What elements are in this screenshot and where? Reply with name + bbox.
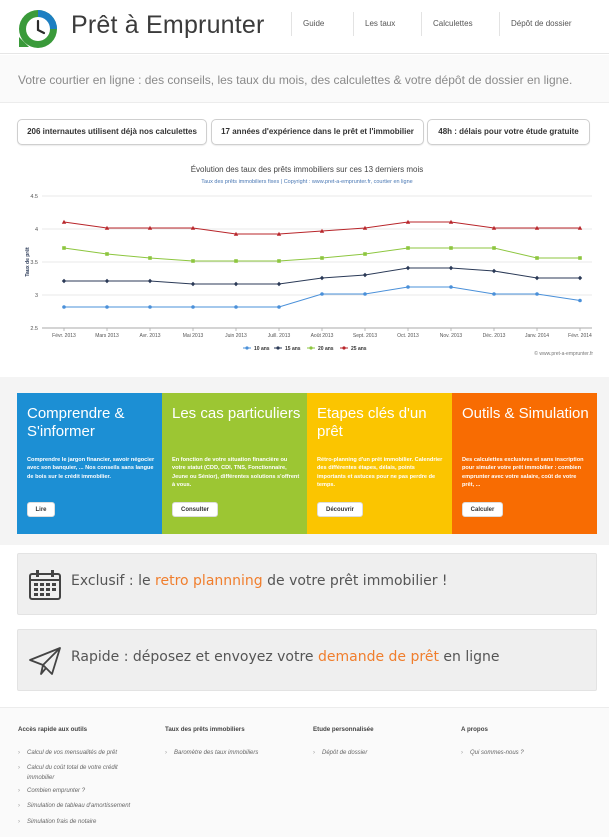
promo-suffix: en ligne <box>438 649 500 665</box>
tile-title[interactable]: Outils & Simulation <box>462 405 589 422</box>
data-point <box>363 273 367 277</box>
x-tick-label: Mars 2013 <box>95 333 119 339</box>
footer-heading: Taux des prêts immobiliers <box>165 726 245 733</box>
tile-outils-simulation <box>452 393 597 534</box>
stat-badge-delay: 48h : délais pour votre étude gratuite <box>427 119 590 145</box>
rates-chart <box>18 158 596 363</box>
calendar-icon <box>28 569 62 601</box>
footer-column-apropos <box>461 726 488 733</box>
tile-text: Des calculettes exclusives et sans inscription pour simuler votre prêt immobilier : combien emprunter avec votre salaire, coût de votre prêt, ... <box>462 457 584 489</box>
footer-link[interactable]: › Calcul du coût total de votre crédit immobilier <box>27 764 142 783</box>
promo-link-retro-planning[interactable]: retro plannning <box>155 573 263 589</box>
data-point <box>191 259 195 263</box>
data-point <box>578 276 582 280</box>
stat-badge-experience: 17 années d'expérience dans le prêt et l'immobilier <box>211 119 424 145</box>
footer-heading: A propos <box>461 726 488 733</box>
data-point <box>277 259 281 263</box>
data-point <box>62 305 66 309</box>
y-axis-label: Taux de prêt <box>25 247 31 277</box>
data-point <box>492 292 496 296</box>
y-tick-label: 3.5 <box>30 260 38 266</box>
paper-plane-icon <box>28 645 62 677</box>
x-tick-label: Oct. 2013 <box>397 333 419 339</box>
data-point <box>191 305 195 309</box>
data-point <box>578 299 582 303</box>
nav-guide[interactable]: Guide <box>291 12 355 36</box>
legend-marker <box>309 346 312 349</box>
site-header <box>0 0 609 54</box>
data-point <box>234 305 238 309</box>
y-tick-label: 4 <box>34 227 38 233</box>
decouvrir-button[interactable]: Découvrir <box>317 502 363 517</box>
footer-link[interactable]: › Calcul de vos mensualités de prêt <box>27 749 157 759</box>
data-point <box>148 279 152 283</box>
legend-marker <box>245 346 248 349</box>
footer-link[interactable]: › Baromètre des taux immobiliers <box>174 749 304 759</box>
data-point <box>62 246 66 250</box>
x-tick-label: Avr. 2013 <box>139 333 161 339</box>
consulter-button[interactable]: Consulter <box>172 502 218 517</box>
nav-calculettes[interactable]: Calculettes <box>421 12 491 36</box>
legend-label: 25 ans <box>351 346 367 352</box>
promo-suffix: de votre prêt immobilier ! <box>262 573 448 589</box>
data-point <box>191 282 195 286</box>
y-tick-label: 2.5 <box>30 326 38 332</box>
footer-link[interactable]: › Simulation frais de notaire <box>27 818 157 828</box>
data-point <box>449 266 453 270</box>
x-tick-label: Nov. 2013 <box>439 333 463 339</box>
footer-column-outils <box>18 726 87 733</box>
tile-text: Rétro-planning d'un prêt immobilier. Calendrier des différentes étapes, délais, points importants et astuces pour ne pas perdre de temps. <box>317 457 443 489</box>
stat-badge-users: 206 internautes utilisent déjà nos calculettes <box>17 119 207 145</box>
legend-label: 10 ans <box>254 346 270 352</box>
data-point <box>105 279 109 283</box>
data-point <box>535 276 539 280</box>
logo-text[interactable]: Prêt à Emprunter <box>71 11 265 39</box>
legend-label: 20 ans <box>318 346 334 352</box>
footer-heading: Etude personnalisée <box>313 726 374 733</box>
tile-title[interactable]: Etapes clés d'un prêt <box>317 405 427 440</box>
logo-clock-icon[interactable] <box>17 8 59 50</box>
tile-title[interactable]: Les cas particuliers <box>172 405 301 422</box>
data-point <box>406 285 410 289</box>
data-point <box>320 256 324 260</box>
x-tick-label: Juill. 2013 <box>267 333 291 339</box>
calculer-button[interactable]: Calculer <box>462 502 503 517</box>
promo-link-demande-de-pret[interactable]: demande de prêt <box>318 649 439 665</box>
data-point <box>492 246 496 250</box>
data-point <box>363 292 367 296</box>
footer-link[interactable]: › Combien emprunter ? <box>27 787 157 797</box>
tile-etapes-cles <box>307 393 452 534</box>
x-tick-label: Janv. 2014 <box>524 333 550 339</box>
promo-text <box>71 573 448 589</box>
data-point <box>148 256 152 260</box>
series-line-10-ans <box>64 287 580 307</box>
data-point <box>492 269 496 273</box>
data-point <box>62 279 66 283</box>
data-point <box>535 256 539 260</box>
chart-subtitle: Taux des prêts immobiliers fixes | Copyright : www.pret-a-emprunter.fr, courtier en ligne <box>201 179 413 185</box>
tagline: Votre courtier en ligne : des conseils, les taux du mois, des calculettes & votre dépôt de dossier en ligne. <box>18 73 573 87</box>
nav-les-taux[interactable]: Les taux <box>353 12 413 36</box>
footer-link[interactable]: › Qui sommes-nous ? <box>470 749 600 759</box>
data-point <box>449 246 453 250</box>
x-tick-label: Févr. 2014 <box>568 333 592 339</box>
footer-link[interactable]: › Dépôt de dossier <box>322 749 452 759</box>
footer-column-etude <box>313 726 374 733</box>
x-tick-label: Juin 2013 <box>225 333 247 339</box>
x-tick-label: Sept. 2013 <box>352 333 378 339</box>
x-tick-label: Août 2013 <box>310 333 334 339</box>
tile-cas-particuliers <box>162 393 307 534</box>
x-tick-label: Déc. 2013 <box>482 333 506 339</box>
data-point <box>105 252 109 256</box>
promo-text <box>71 649 499 665</box>
data-point <box>363 252 367 256</box>
data-point <box>105 305 109 309</box>
chart-title: Évolution des taux des prêts immobiliers sur ces 13 derniers mois <box>190 165 424 174</box>
chart-credit: © www.pret-a-emprunter.fr <box>534 351 593 357</box>
tile-text: Comprendre le jargon financier, savoir négocier avec son banquier, ... Nos conseils sans langue de bois sur le crédit immobilier. <box>27 457 155 480</box>
legend-label: 15 ans <box>285 346 301 352</box>
footer-column-taux <box>165 726 245 733</box>
data-point <box>535 292 539 296</box>
nav-depot-de-dossier[interactable]: Dépôt de dossier <box>499 12 589 36</box>
data-point <box>148 305 152 309</box>
promo-retro-planning[interactable] <box>17 553 597 615</box>
promo-demande-de-pret[interactable] <box>17 629 597 691</box>
data-point <box>578 256 582 260</box>
data-point <box>449 285 453 289</box>
x-tick-label: Mai 2013 <box>182 333 204 339</box>
tile-title[interactable]: Comprendre & S'informer <box>27 405 125 440</box>
data-point <box>406 266 410 270</box>
promo-prefix: Exclusif : le <box>71 573 156 589</box>
data-point <box>320 276 324 280</box>
data-point <box>406 246 410 250</box>
x-tick-label: Févr. 2013 <box>52 333 76 339</box>
data-point <box>234 259 238 263</box>
y-tick-label: 4.5 <box>30 194 38 200</box>
tile-comprendre <box>17 393 162 534</box>
legend-marker <box>342 346 345 349</box>
chart-canvas <box>18 158 596 363</box>
data-point <box>277 282 281 286</box>
footer-link[interactable]: › Simulation de tableau d'amortissement <box>27 802 157 812</box>
promo-prefix: Rapide : déposez et envoyez votre <box>71 649 318 665</box>
y-tick-label: 3 <box>34 293 38 299</box>
data-point <box>277 305 281 309</box>
data-point <box>320 292 324 296</box>
data-point <box>234 282 238 286</box>
footer-heading: Accès rapide aux outils <box>18 726 88 733</box>
legend-marker <box>276 346 279 349</box>
lire-button[interactable]: Lire <box>27 502 55 517</box>
tile-text: En fonction de votre situation financière ou votre statut (CDD, CDI, TNS, Fonctionnaire, Jeune ou Sénior), différentes solutions s'offrent à vous. <box>172 457 300 489</box>
